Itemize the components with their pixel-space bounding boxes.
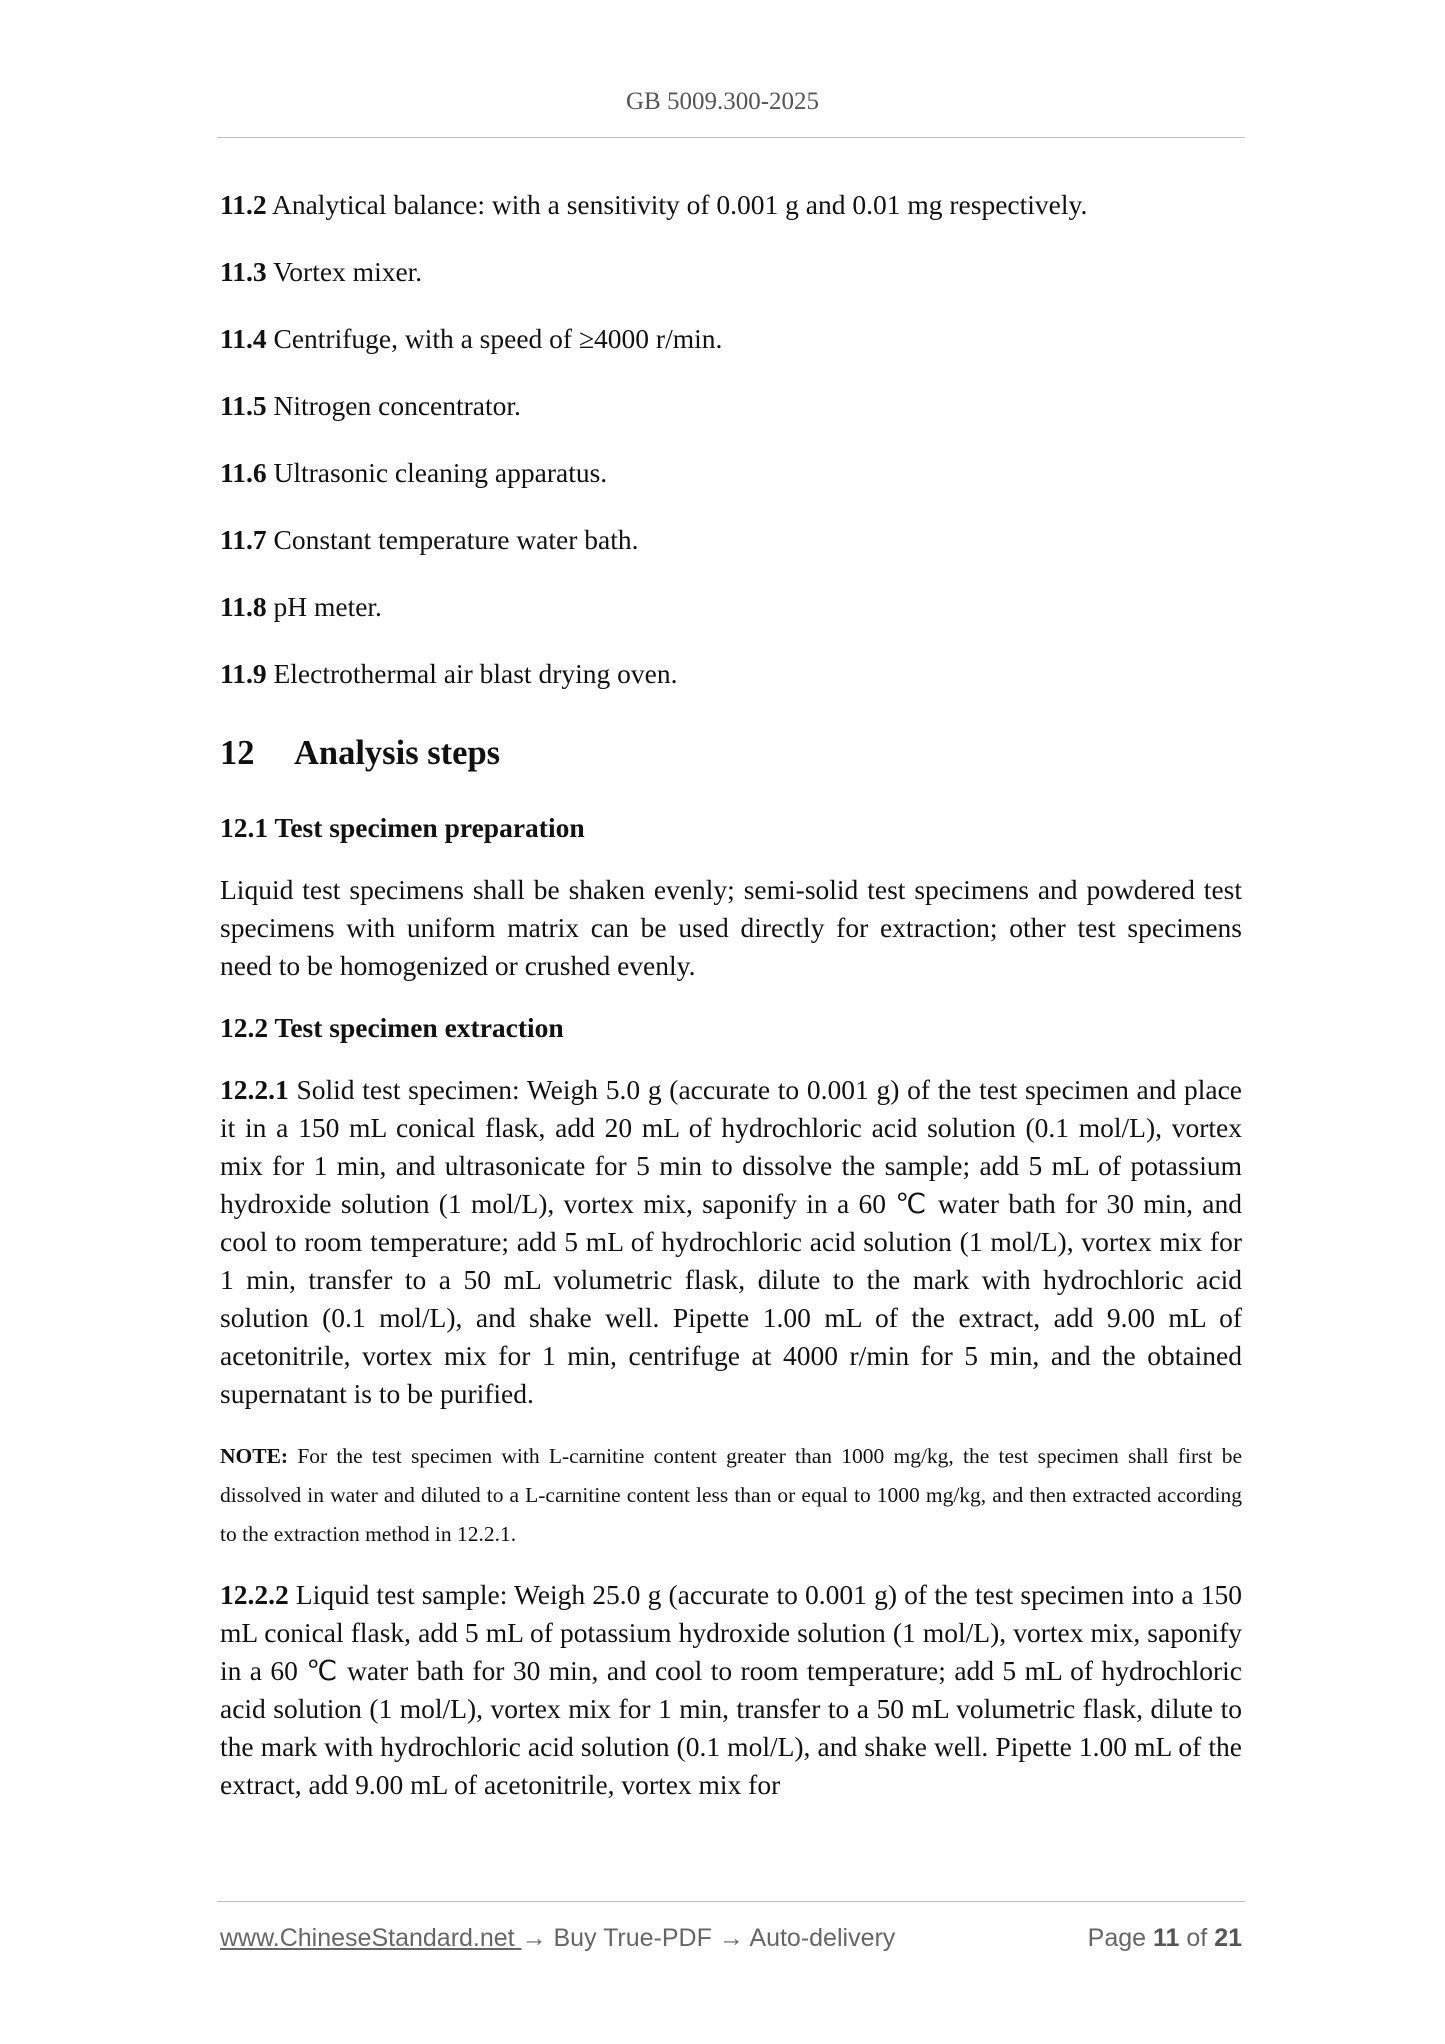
- solid-specimen-paragraph: [220, 1071, 1242, 1413]
- footer-divider: [217, 1901, 1245, 1902]
- equipment-item-11-4: [220, 320, 1242, 358]
- clause-number: 12.2.1: [220, 1074, 289, 1105]
- clause-number: 11.6: [220, 457, 267, 488]
- clause-text: Nitrogen concentrator.: [266, 390, 521, 421]
- clause-text: Vortex mixer.: [266, 256, 423, 287]
- arrow-icon: →: [718, 1924, 744, 1952]
- note-label: NOTE:: [220, 1444, 289, 1468]
- page-total: 21: [1214, 1924, 1242, 1952]
- page-content: [220, 186, 1242, 1828]
- clause-number: 11.8: [220, 591, 267, 622]
- clause-number: 11.2: [220, 189, 267, 220]
- subsection-heading-12-1: 12.1 Test specimen preparation: [220, 812, 585, 843]
- note-paragraph: [220, 1437, 1242, 1554]
- equipment-item-11-5: [220, 387, 1242, 425]
- equipment-item-11-8: [220, 588, 1242, 626]
- section-heading: [220, 733, 1242, 773]
- clause-text: Electrothermal air blast drying oven.: [266, 658, 678, 689]
- equipment-item-11-6: [220, 454, 1242, 492]
- clause-number: 12.2.2: [220, 1579, 289, 1610]
- page-footer: [220, 1924, 1242, 1953]
- page-of: of: [1179, 1924, 1215, 1952]
- page-indicator: [1088, 1924, 1242, 1953]
- delivery-text: Auto-delivery: [743, 1924, 896, 1952]
- clause-text: Liquid test sample: Weigh 25.0 g (accurate to 0.001 g) of the test specimen into a 150 mL conical flask, add 5 mL of potassium hydroxide solution (1 mol/L), vortex mix, saponify in a 60 ℃ water bath for 30 min, and cool to room temperature; add 5 mL of hydrochloric acid solution (1 mol/L), vortex mix for 1 min, transfer to a 50 mL volumetric flask, dilute to the mark with hydrochloric acid solution (0.1 mol/L), and shake well. Pipette 1.00 mL of the extract, add 9.00 mL of acetonitrile, vortex mix for: [220, 1579, 1242, 1800]
- buy-text: Buy True-PDF: [546, 1924, 719, 1952]
- subsection-heading-12-2: 12.2 Test specimen extraction: [220, 1012, 564, 1043]
- page-current: 11: [1153, 1924, 1180, 1952]
- preparation-paragraph: Liquid test specimens shall be shaken evenly; semi-solid test specimens and powdered test specimens with uniform matrix can be used directly for extraction; other test specimens need to be homogenized or crushed evenly.: [220, 874, 1242, 981]
- equipment-item-11-2: [220, 186, 1242, 224]
- arrow-icon: →: [521, 1924, 547, 1952]
- clause-number: 11.3: [220, 256, 267, 287]
- standard-number-header: GB 5009.300-2025: [625, 88, 820, 115]
- section-title: Analysis steps: [294, 734, 501, 772]
- equipment-item-11-7: [220, 521, 1242, 559]
- clause-text: Solid test specimen: Weigh 5.0 g (accurate to 0.001 g) of the test specimen and place it in a 150 mL conical flask, add 20 mL of hydrochloric acid solution (0.1 mol/L), vortex mix for 1 min, and ultrasonicate for 5 min to dissolve the sample; add 5 mL of potassium hydroxide solution (1 mol/L), vortex mix, saponify in a 60 ℃ water bath for 30 min, and cool to room temperature; add 5 mL of hydrochloric acid solution (1 mol/L), vortex mix for 1 min, transfer to a 50 mL volumetric flask, dilute to the mark with hydrochloric acid solution (0.1 mol/L), and shake well. Pipette 1.00 mL of the extract, add 9.00 mL of acetonitrile, vortex mix for 1 min, centrifuge at 4000 r/min for 5 min, and the obtained supernatant is to be purified.: [220, 1074, 1242, 1409]
- clause-number: 11.4: [220, 323, 267, 354]
- note-text: For the test specimen with L-carnitine content greater than 1000 mg/kg, the test specimen shall first be dissolved in water and diluted to a L-carnitine content less than or equal to 1000 mg/kg, and then extracted according to the extraction method in 12.2.1.: [220, 1444, 1242, 1546]
- clause-number: 11.7: [220, 524, 267, 555]
- footer-promo: [220, 1924, 895, 1953]
- liquid-specimen-paragraph: [220, 1576, 1242, 1804]
- clause-text: Constant temperature water bath.: [266, 524, 639, 555]
- clause-number: 11.9: [220, 658, 267, 689]
- clause-text: pH meter.: [266, 591, 382, 622]
- clause-text: Ultrasonic cleaning apparatus.: [266, 457, 608, 488]
- clause-number: 11.5: [220, 390, 267, 421]
- page-label: Page: [1087, 1924, 1153, 1952]
- clause-text: Analytical balance: with a sensitivity of 0.001 g and 0.01 mg respectively.: [266, 189, 1088, 220]
- section-number: 12: [220, 734, 255, 772]
- site-link[interactable]: www.ChineseStandard.net: [220, 1924, 522, 1952]
- header-divider: [217, 137, 1245, 138]
- equipment-item-11-3: [220, 253, 1242, 291]
- clause-text: Centrifuge, with a speed of ≥4000 r/min.: [266, 323, 723, 354]
- equipment-item-11-9: [220, 655, 1242, 693]
